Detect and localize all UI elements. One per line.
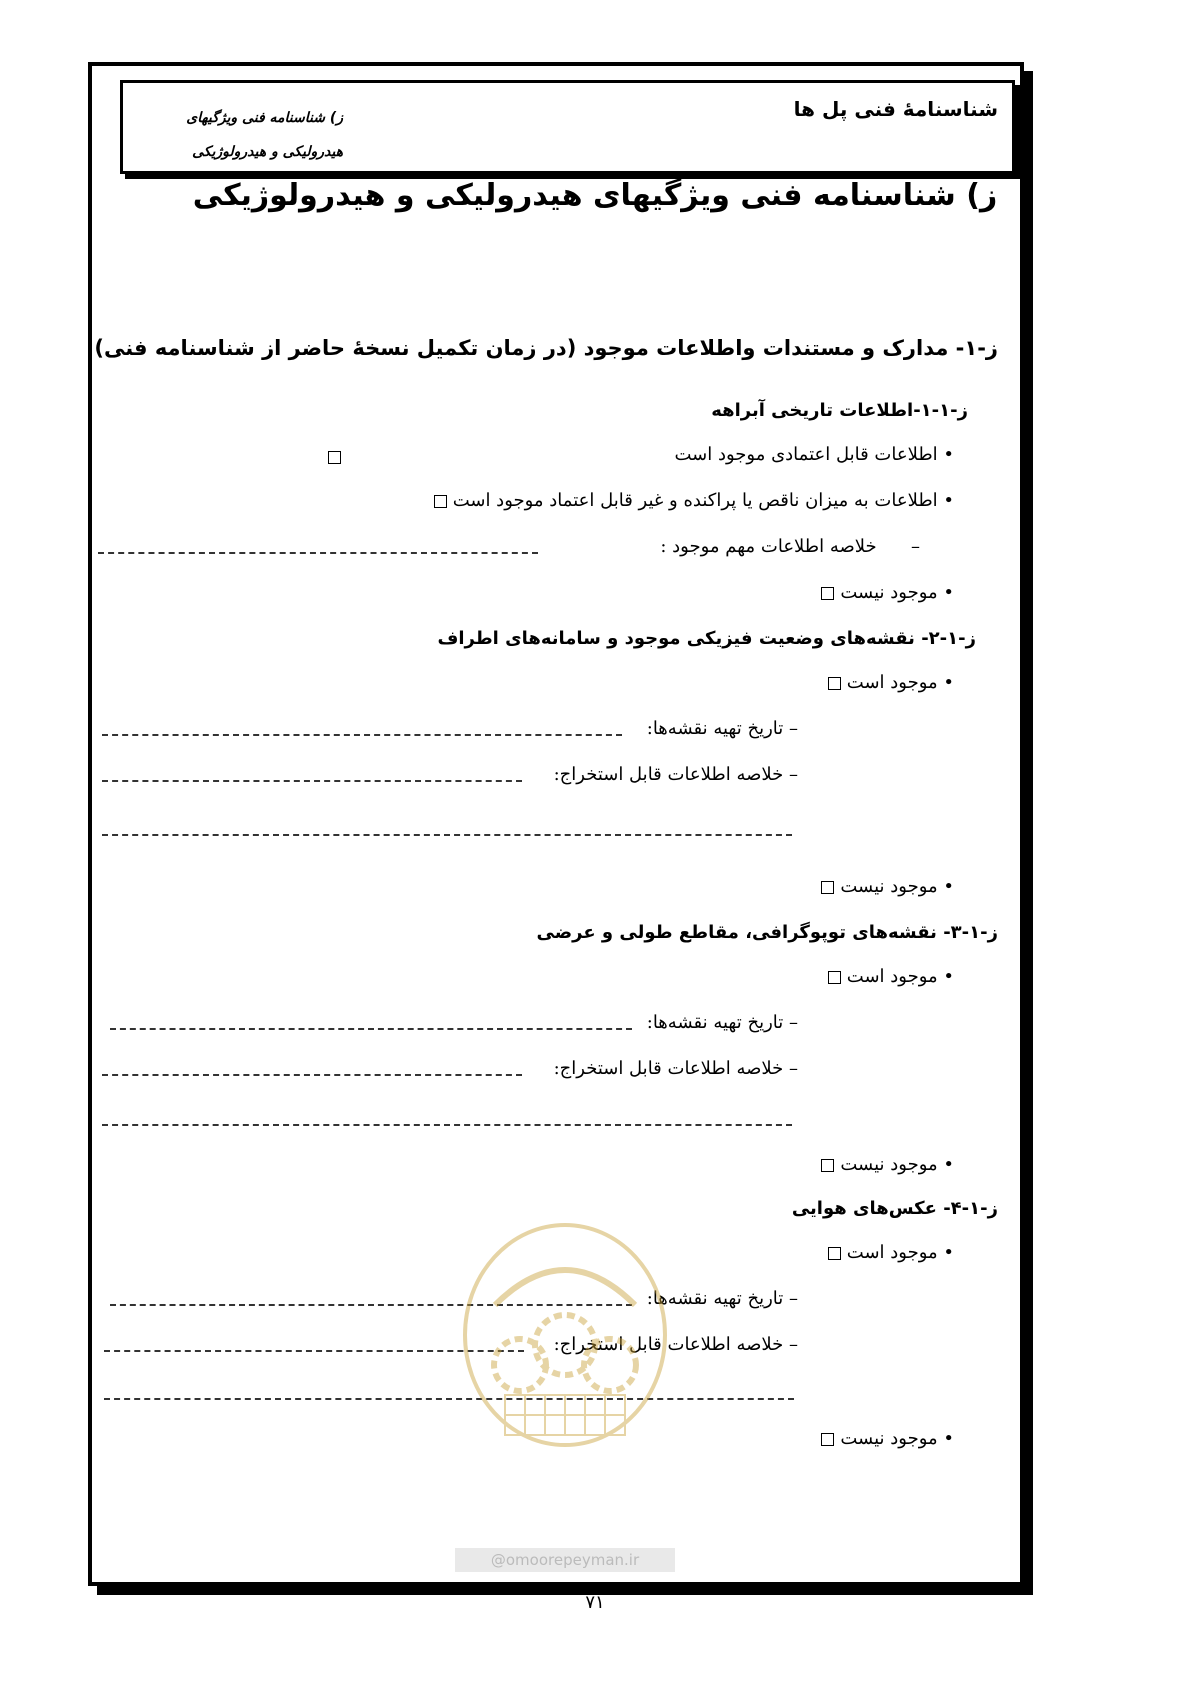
page-number: ۷۱ (585, 1592, 605, 1613)
fill-line[interactable] (102, 780, 522, 782)
item-text: خلاصه اطلاعات قابل استخراج: (553, 1334, 784, 1355)
checkbox[interactable] (821, 587, 834, 600)
fill-line[interactable] (98, 552, 538, 554)
bullet: • (937, 876, 954, 897)
subsection-heading-1: ز-۱-۱-اطلاعات تاریخی آبراهه (711, 400, 968, 421)
section-heading: ز-۱- مدارک و مستندات واطلاعات موجود (در زمان تکمیل نسخۀ حاضر از شناسنامه فنی) (94, 336, 998, 360)
list-item (554, 1058, 798, 1079)
bullet: • (937, 444, 954, 465)
checkbox[interactable] (821, 1159, 834, 1172)
watermark-url: @omoorepeyman.ir (455, 1548, 675, 1572)
list-item (822, 966, 954, 987)
list-item (815, 876, 954, 897)
checkbox[interactable] (434, 495, 447, 508)
item-text: اطلاعات قابل اعتمادی موجود است (674, 444, 938, 465)
fill-line[interactable] (102, 734, 622, 736)
page-header (120, 80, 1015, 174)
item-text: تاریخ تهیه نقشه‌ها: (646, 1012, 784, 1033)
bullet: • (937, 1242, 954, 1263)
bullet: • (937, 1154, 954, 1175)
item-text: موجود نیست (840, 1428, 938, 1449)
subsection-heading-4: ز-۱-۴- عکس‌های هوایی (791, 1198, 998, 1219)
list-item (660, 536, 920, 557)
dash-marker: – (783, 718, 798, 739)
item-text: خلاصه اطلاعات قابل استخراج: (553, 764, 784, 785)
dash-marker: – (783, 1012, 798, 1033)
subsection-heading-2: ز-۱-۲- نقشه‌های وضعیت فیزیکی موجود و سامانه‌های اطراف (437, 628, 976, 649)
item-text: موجود است (846, 1242, 938, 1263)
fill-line[interactable] (102, 834, 792, 836)
subsection-heading-3: ز-۱-۳- نقشه‌های توپوگرافی، مقاطع طولی و عرضی (536, 922, 998, 943)
page-title: ز) شناسنامه فنی ویژگیهای هیدرولیکی و هیدرولوژیکی (192, 178, 998, 213)
item-text: خلاصه اطلاعات مهم موجود : (660, 536, 877, 557)
bullet: • (937, 490, 954, 511)
checkbox[interactable] (821, 881, 834, 894)
fill-line[interactable] (104, 1398, 794, 1400)
list-item (428, 490, 954, 511)
checkbox[interactable] (828, 677, 841, 690)
item-text: اطلاعات به میزان ناقص یا پراکنده و غیر قابل اعتماد موجود است (452, 490, 938, 511)
fill-line[interactable] (110, 1028, 632, 1030)
list-item (822, 672, 954, 693)
bullet: • (937, 966, 954, 987)
header-chapter-line2: هیدرولیکی و هیدرولوژیکی (192, 144, 343, 160)
item-text: موجود است (846, 672, 938, 693)
item-text: موجود نیست (840, 876, 938, 897)
checkbox[interactable] (828, 1247, 841, 1260)
dash-marker: – (783, 764, 798, 785)
item-text: خلاصه اطلاعات قابل استخراج: (553, 1058, 784, 1079)
checkbox[interactable] (328, 451, 341, 464)
header-title: شناسنامۀ فنی پل ها (793, 97, 998, 121)
bullet: • (937, 672, 954, 693)
list-item (815, 582, 954, 603)
dash-marker: – (783, 1334, 798, 1355)
list-item (815, 1154, 954, 1175)
list-item (815, 1428, 954, 1449)
header-chapter (143, 101, 343, 169)
fill-line[interactable] (102, 1074, 522, 1076)
dash-marker: – (783, 1058, 798, 1079)
list-item (674, 444, 954, 465)
fill-line[interactable] (102, 1124, 792, 1126)
item-text: موجود نیست (840, 582, 938, 603)
item-text: موجود است (846, 966, 938, 987)
bullet: • (937, 582, 954, 603)
item-text: موجود نیست (840, 1154, 938, 1175)
item-text: تاریخ تهیه نقشه‌ها: (646, 1288, 784, 1309)
watermark-logo (455, 1215, 675, 1455)
list-item (647, 1012, 798, 1033)
bullet: • (937, 1428, 954, 1449)
list-item (822, 1242, 954, 1263)
header-chapter-line1: ز) شناسنامه فنی ویژگیهای (186, 110, 343, 126)
dash-marker: – (783, 1288, 798, 1309)
list-item (647, 718, 798, 739)
item-text: تاریخ تهیه نقشه‌ها: (646, 718, 784, 739)
list-item (554, 764, 798, 785)
dash-marker: – (876, 536, 920, 557)
checkbox[interactable] (828, 971, 841, 984)
checkbox[interactable] (821, 1433, 834, 1446)
